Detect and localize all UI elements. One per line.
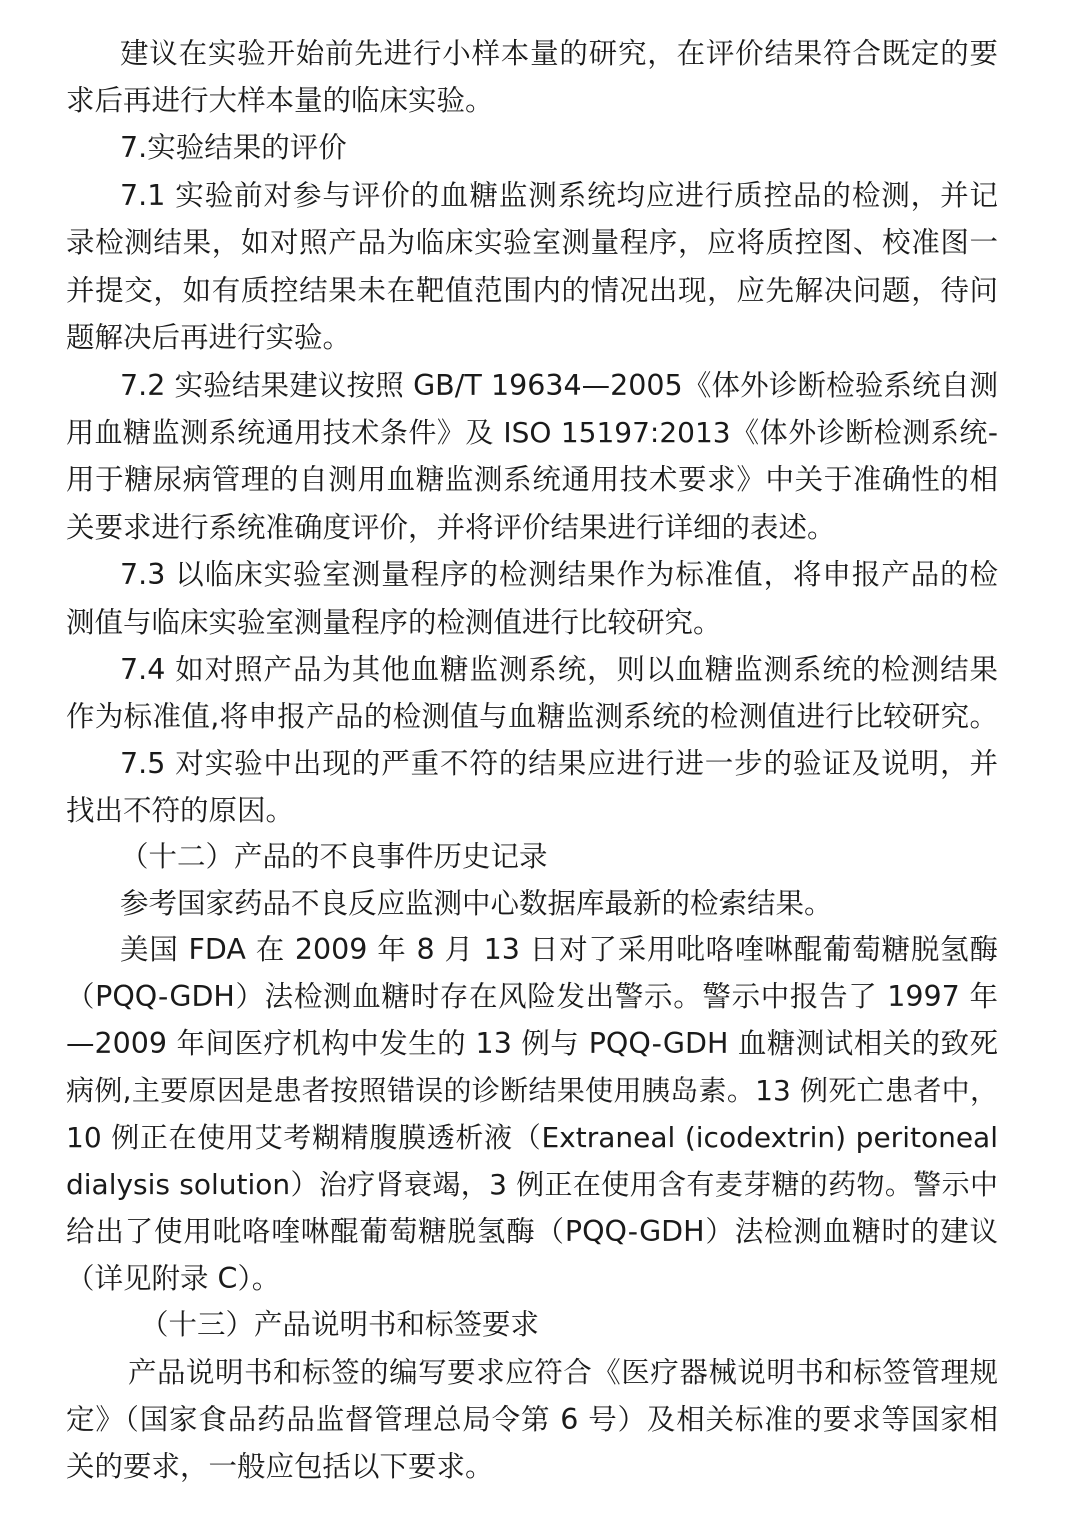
text-line: 7.2 实验结果建议按照 GB/T 19634—2005《体外诊断检验系统自测 [120, 369, 998, 402]
text-line: 关要求进行系统准确度评价，并将评价结果进行详细的表述。 [66, 511, 836, 544]
section-heading: 7.实验结果的评价 [120, 131, 347, 164]
text-line: 作为标准值,将申报产品的检测值与血糖监测系统的检测值进行比较研究。 [66, 700, 998, 733]
text-line: dialysis solution）治疗肾衰竭，3 例正在使用含有麦芽糖的药物。警示中 [66, 1168, 998, 1201]
text-line: 求后再进行大样本量的临床实验。 [66, 84, 494, 117]
text-line: （PQQ-GDH）法检测血糖时存在风险发出警示。警示中报告了 1997 年 [66, 980, 998, 1013]
text-line: 题解决后再进行实验。 [66, 321, 352, 354]
text-line: 录检测结果，如对照产品为临床实验室测量程序，应将质控图、校准图一 [66, 226, 998, 259]
text-line: 给出了使用吡咯喹啉醌葡萄糖脱氢酶（PQQ-GDH）法检测血糖时的建议 [66, 1215, 998, 1248]
text-line: 并提交，如有质控结果未在靶值范围内的情况出现，应先解决问题，待问 [66, 274, 998, 307]
text-line: 产品说明书和标签的编写要求应符合《医疗器械说明书和标签管理规 [128, 1356, 998, 1389]
text-line: 找出不符的原因。 [66, 794, 295, 827]
text-line: 7.3 以临床实验室测量程序的检测结果作为标准值，将申报产品的检 [120, 558, 998, 591]
section-heading: （十二）产品的不良事件历史记录 [120, 840, 548, 873]
text-line: 7.1 实验前对参与评价的血糖监测系统均应进行质控品的检测，并记 [120, 179, 998, 212]
section-heading: （十三）产品说明书和标签要求 [140, 1308, 540, 1341]
text-line: 定》（国家食品药品监督管理总局令第 6 号）及相关标准的要求等国家相 [66, 1403, 998, 1436]
text-line: 建议在实验开始前先进行小样本量的研究，在评价结果符合既定的要 [120, 37, 998, 70]
text-line: 测值与临床实验室测量程序的检测值进行比较研究。 [66, 606, 722, 639]
text-line: （详见附录 C）。 [66, 1262, 281, 1295]
text-line: 参考国家药品不良反应监测中心数据库最新的检索结果。 [120, 887, 833, 920]
text-line: 用于糖尿病管理的自测用血糖监测系统通用技术要求》中关于准确性的相 [66, 463, 998, 496]
text-line: 7.5 对实验中出现的严重不符的结果应进行进一步的验证及说明，并 [120, 747, 998, 780]
text-line: 10 例正在使用艾考糊精腹膜透析液（Extraneal (icodextrin) peritoneal [66, 1121, 998, 1154]
text-line: 7.4 如对照产品为其他血糖监测系统，则以血糖监测系统的检测结果 [120, 653, 998, 686]
text-line: 用血糖监测系统通用技术条件》及 ISO 15197:2013《体外诊断检测系统- [66, 416, 998, 449]
text-line: —2009 年间医疗机构中发生的 13 例与 PQQ-GDH 血糖测试相关的致死 [66, 1027, 998, 1060]
text-line: 美国 FDA 在 2009 年 8 月 13 日对了采用吡咯喹啉醌葡萄糖脱氢酶 [120, 933, 998, 966]
text-line: 关的要求，一般应包括以下要求。 [66, 1450, 494, 1483]
text-line: 病例,主要原因是患者按照错误的诊断结果使用胰岛素。13 例死亡患者中， [66, 1074, 998, 1107]
